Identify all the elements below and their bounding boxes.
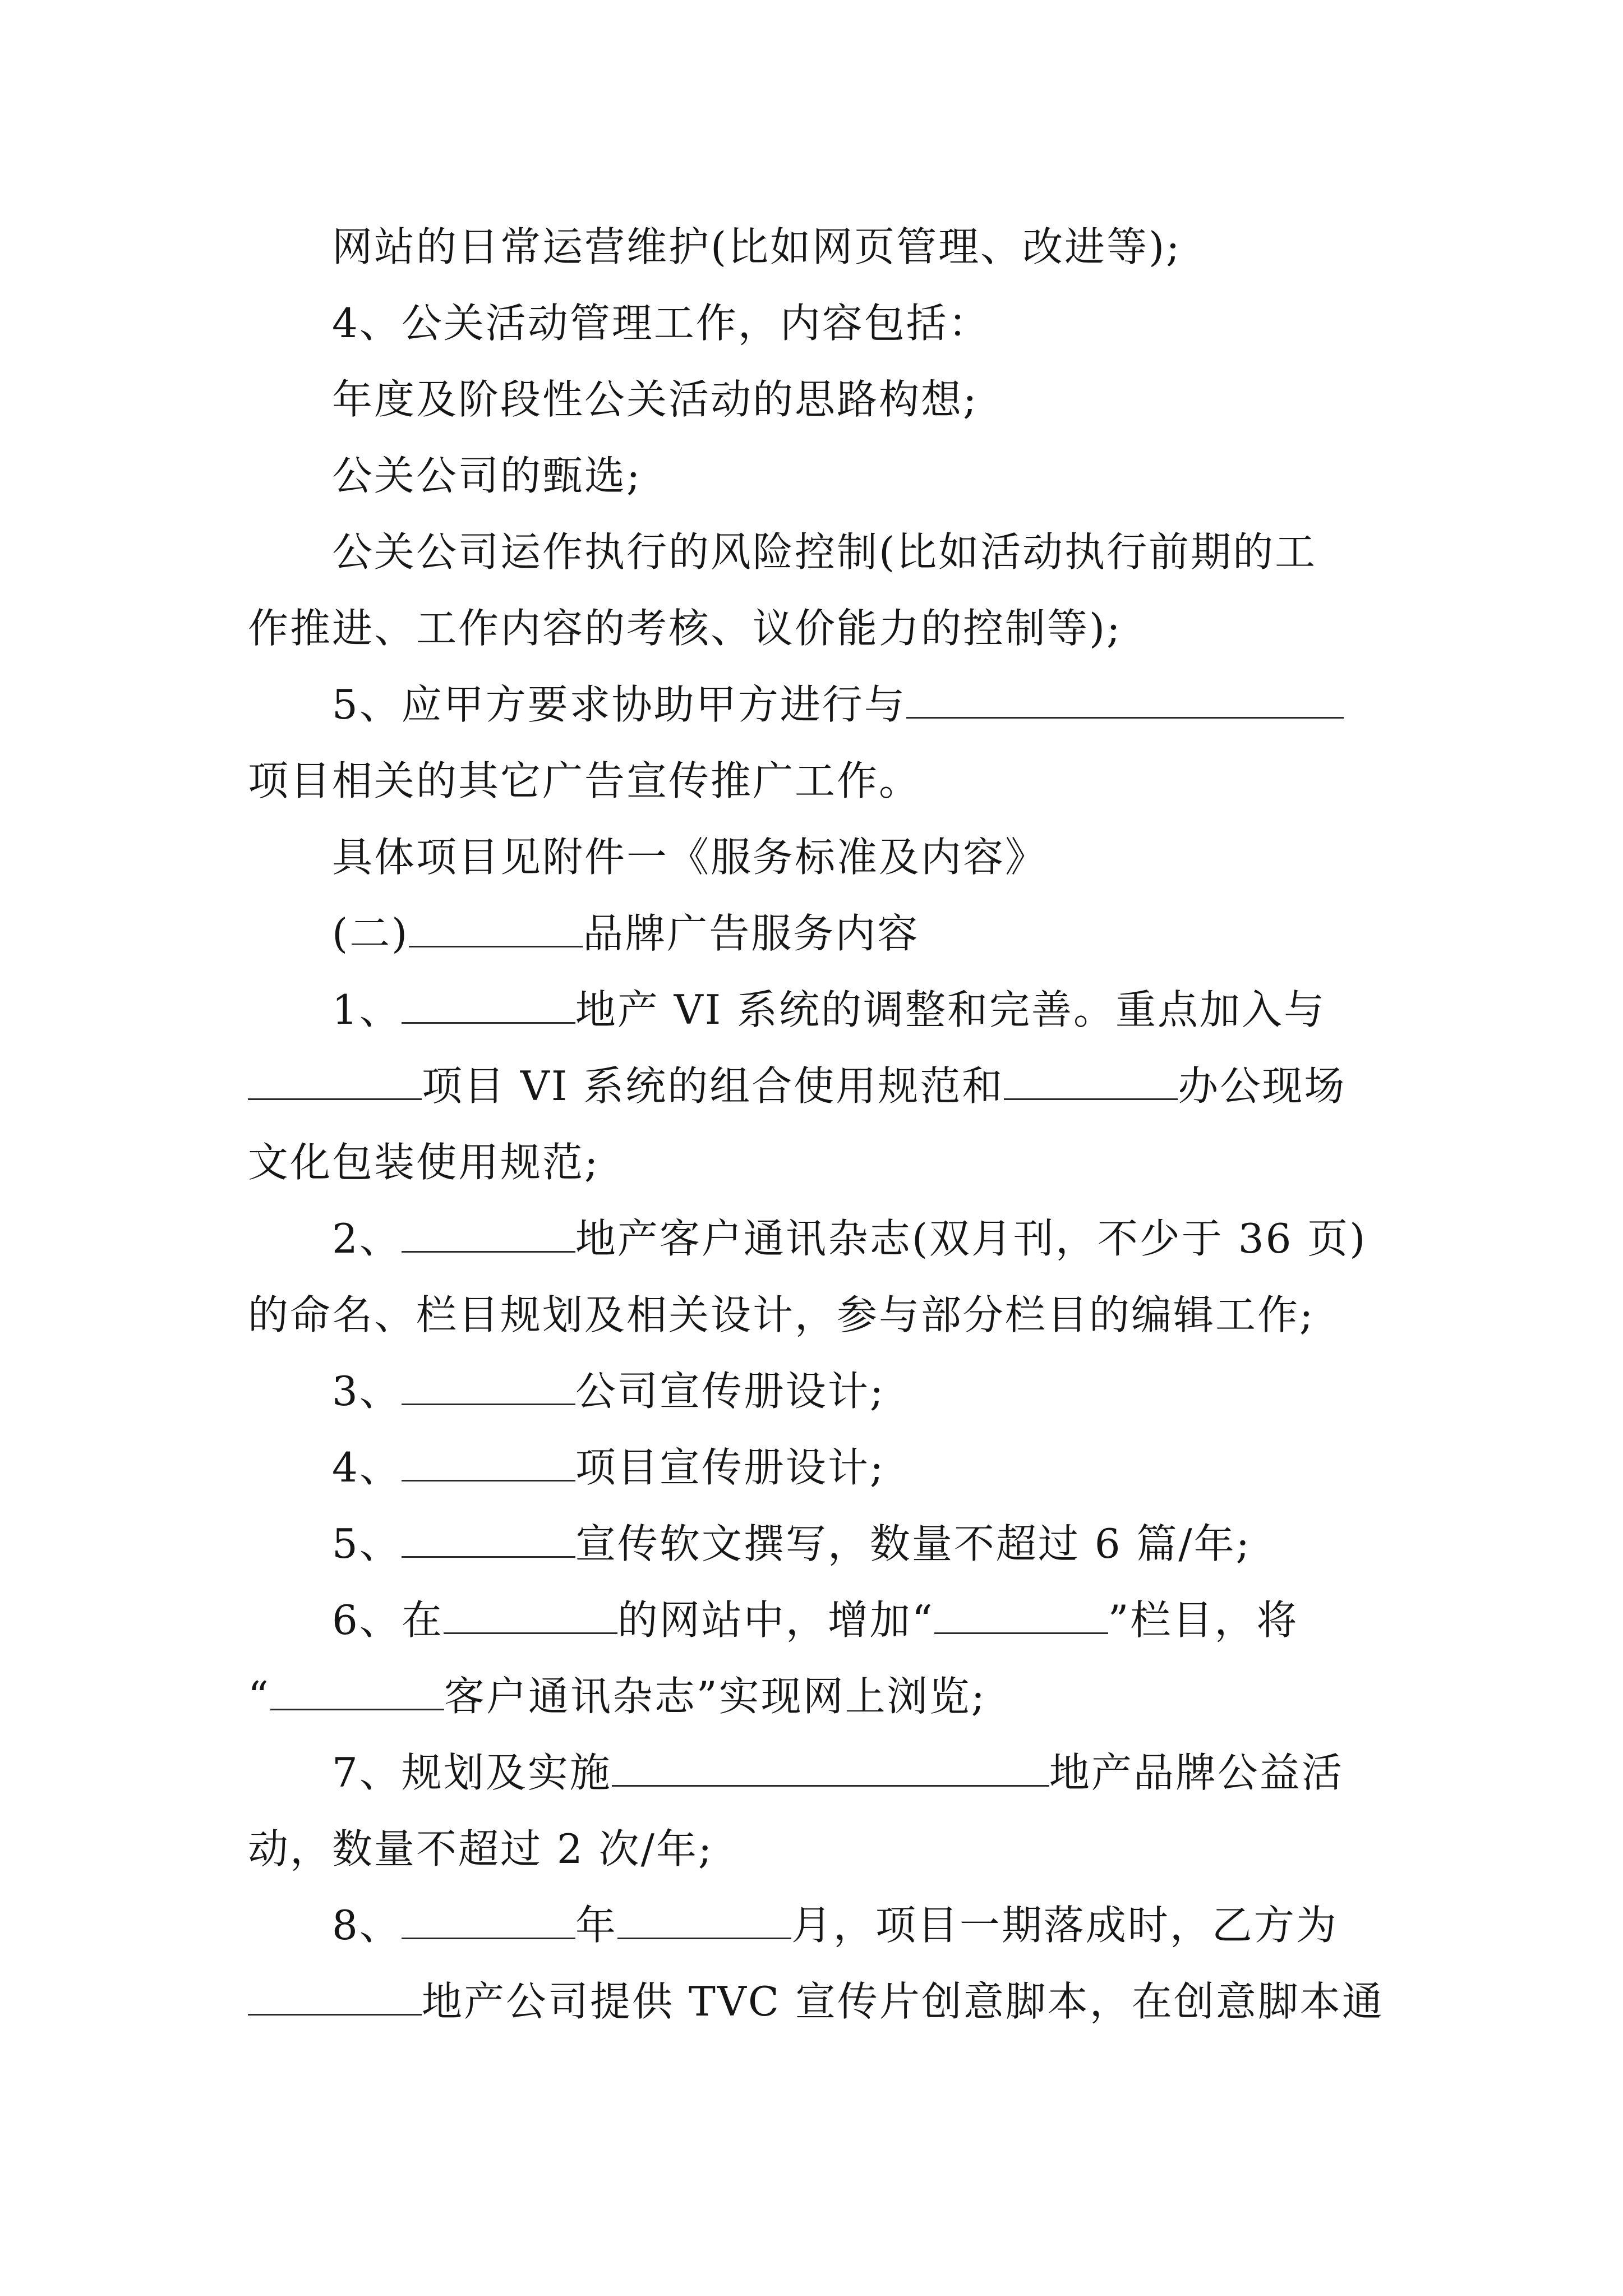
paragraph-line [248,1277,1375,1353]
text-run: (二) [332,910,409,957]
text-run: 地产客户通讯杂志(双月刊，不少于 36 页) [575,1215,1367,1262]
text-run: 品牌广告服务内容 [583,910,920,957]
text-run: 3、 [332,1368,402,1415]
fill-in-blank[interactable] [402,1904,575,1939]
document-body [248,209,1384,2040]
paragraph-line [248,1200,1375,1277]
text-run: 年度及阶段性公关活动的思路构想; [332,376,979,423]
paragraph-line [248,1658,1375,1734]
paragraph-line [248,1582,1375,1658]
text-run: 的命名、栏目规划及相关设计，参与部分栏目的编辑工作; [248,1291,1315,1338]
paragraph-line [248,972,1375,1048]
text-run: 项目宣传册设计; [575,1444,886,1491]
fill-in-blank[interactable] [248,1980,422,2016]
text-run: ”栏目，将 [1108,1596,1299,1644]
text-run: 项目 VI 系统的组合使用规范和 [422,1062,1004,1110]
fill-in-blank[interactable] [617,1904,791,1939]
text-run: 地产品牌公益活 [1049,1749,1344,1796]
paragraph-line [248,1048,1375,1124]
text-run: 4、 [332,1444,402,1491]
text-run: 客户通讯杂志”实现网上浏览; [444,1673,986,1720]
text-run: 4、公关活动管理工作，内容包括： [332,300,990,347]
text-run: 8、 [332,1902,402,1949]
paragraph-line [248,1429,1375,1506]
text-run: 动，数量不超过 2 次/年; [248,1825,714,1872]
text-run: 2、 [332,1215,402,1262]
text-run: 网站的日常运营维护(比如网页管理、改进等); [332,223,1182,270]
paragraph-line [248,285,1375,361]
text-run: 具体项目见附件一《服务标准及内容》 [332,834,1048,881]
fill-in-blank[interactable] [612,1751,1049,1787]
text-run: “ [248,1673,270,1720]
text-run: 文化包装使用规范; [248,1139,600,1186]
text-run: 项目相关的其它广告宣传推广工作。 [248,757,921,804]
text-run: 1、 [332,986,402,1033]
paragraph-line [248,1124,1375,1200]
text-run: 宣传软文撰写，数量不超过 6 篇/年; [575,1520,1251,1567]
paragraph-line [248,1353,1375,1429]
paragraph-line [248,209,1375,285]
text-run: 地产公司提供 TVC 宣传片创意脚本，在创意脚本通 [422,1978,1384,2025]
paragraph-line [248,1887,1375,1963]
text-run: 月，项目一期落成时，乙方为 [791,1902,1338,1949]
text-run: 5、 [332,1520,402,1567]
fill-in-blank[interactable] [934,1599,1108,1634]
fill-in-blank[interactable] [402,1446,575,1481]
fill-in-blank[interactable] [270,1675,444,1710]
fill-in-blank[interactable] [409,912,583,947]
text-run: 6、在 [332,1596,444,1644]
paragraph-line [248,438,1375,514]
paragraph-line [248,590,1375,666]
paragraph-line [248,1963,1384,2040]
fill-in-blank[interactable] [444,1599,617,1634]
text-run: 的网站中，增加“ [617,1596,934,1644]
paragraph-line [248,514,1375,590]
fill-in-blank[interactable] [248,1065,422,1100]
paragraph-line [248,361,1375,438]
text-run: 年 [575,1902,617,1949]
fill-in-blank[interactable] [402,1370,575,1405]
text-run: 7、规划及实施 [332,1749,612,1796]
fill-in-blank[interactable] [906,683,1344,719]
paragraph-line [248,666,1375,743]
paragraph-line [248,1811,1375,1887]
text-run: 作推进、工作内容的考核、议价能力的控制等); [248,605,1122,652]
text-run: 公司宣传册设计; [575,1368,886,1415]
paragraph-line [248,1506,1375,1582]
fill-in-blank[interactable] [402,1217,575,1253]
paragraph-line [248,1734,1375,1811]
fill-in-blank[interactable] [402,988,575,1024]
text-run: 5、应甲方要求协助甲方进行与 [332,681,906,728]
text-run: 公关公司的甄选; [332,452,642,499]
fill-in-blank[interactable] [1004,1065,1178,1100]
paragraph-line [248,819,1375,895]
paragraph-line [248,743,1375,819]
text-run: 办公现场 [1178,1062,1347,1110]
text-run: 公关公司运作执行的风险控制(比如活动执行前期的工 [332,528,1317,576]
section-heading [248,895,1375,972]
fill-in-blank[interactable] [402,1522,575,1558]
text-run: 地产 VI 系统的调整和完善。重点加入与 [575,986,1326,1033]
